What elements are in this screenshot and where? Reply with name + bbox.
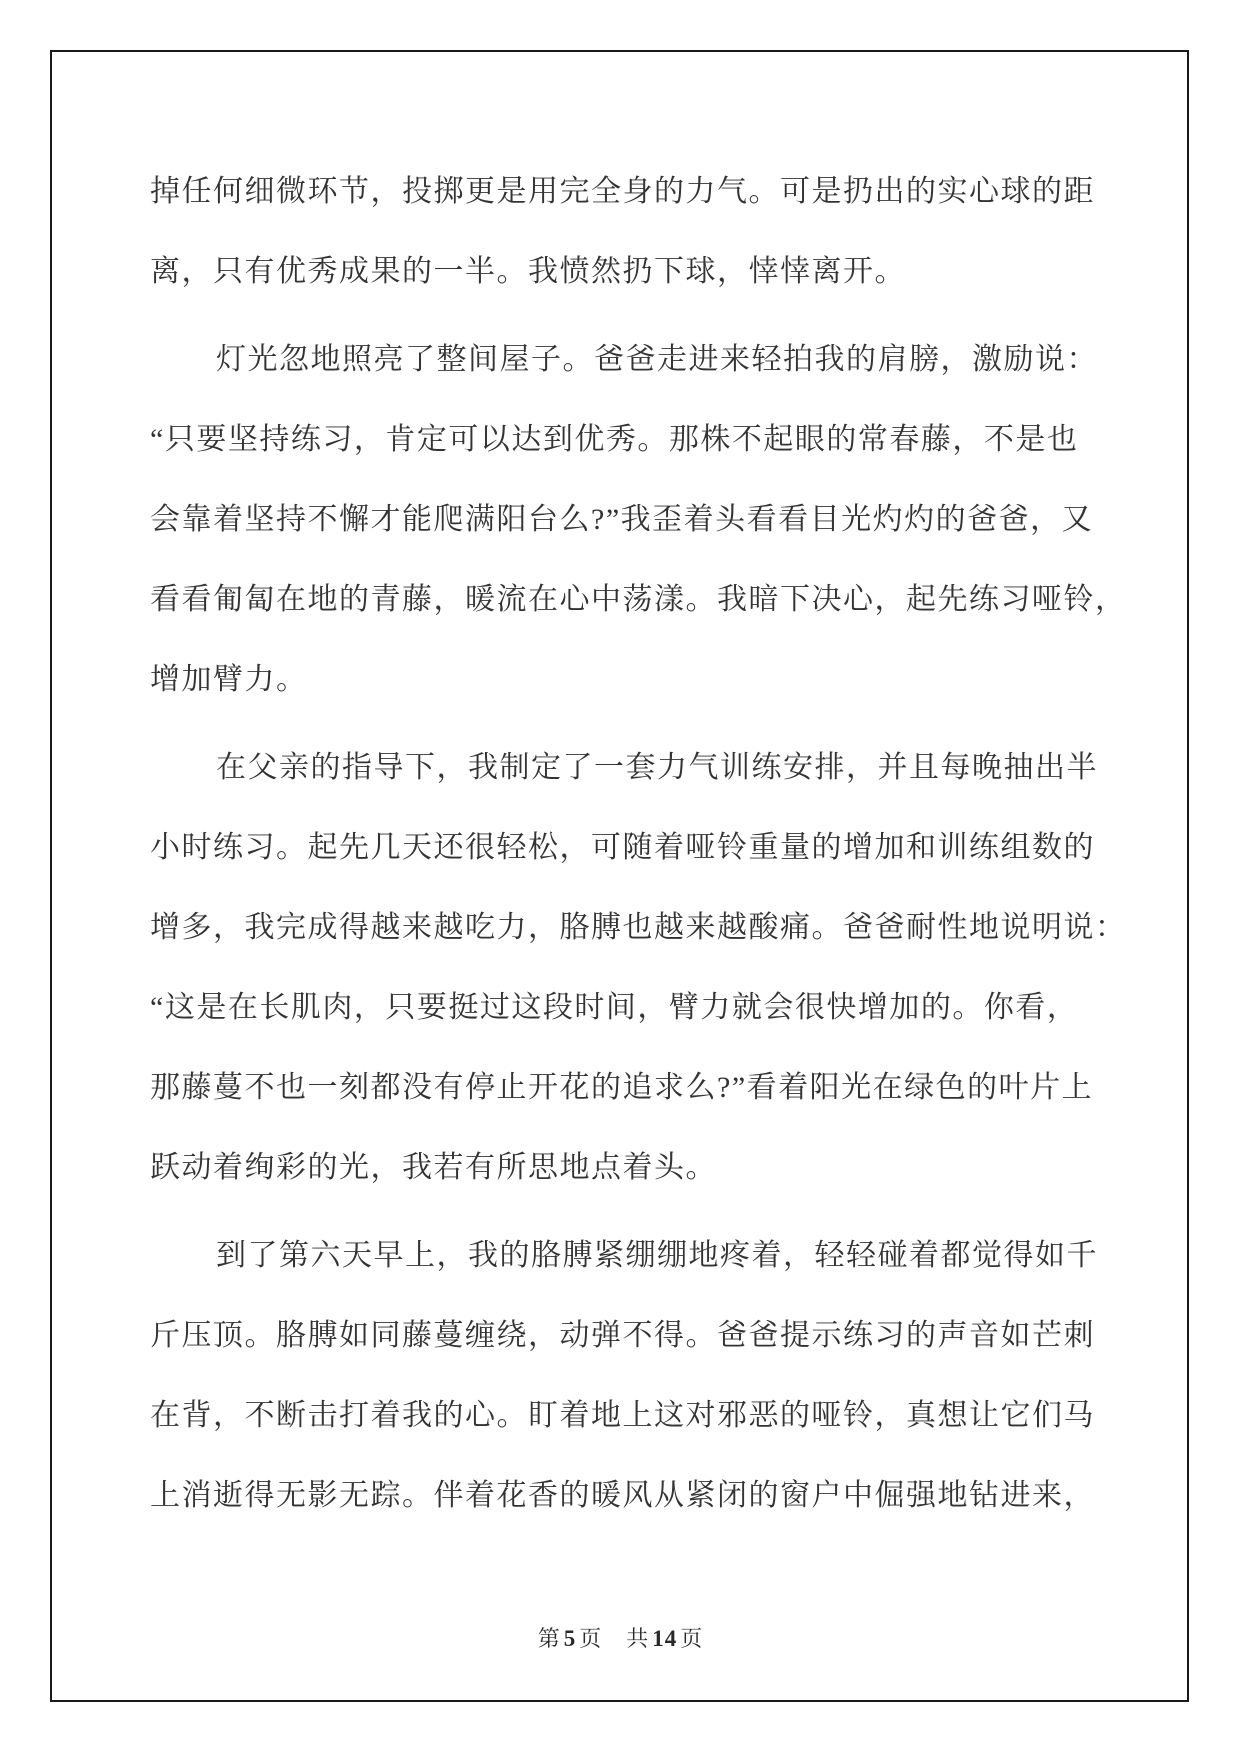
page-number-footer: [52, 1622, 1189, 1653]
text-line: 看看匍匐在地的青藤，暖流在心中荡漾。我暗下决心，起先练习哑铃，: [150, 583, 1127, 616]
text-line: 那藤蔓不也一刻都没有停止开花的追求么?”看着阳光在绿色的叶片上: [150, 1071, 1094, 1104]
text-line: 上消逝得无影无踪。伴着花香的暖风从紧闭的窗户中倔强地钻进来，: [150, 1479, 1095, 1512]
text-line: 增多，我完成得越来越吃力，胳膊也越来越酸痛。爸爸耐性地说明说：: [150, 911, 1127, 944]
text-line: 斤压顶。胳膊如同藤蔓缠绕，动弹不得。爸爸提示练习的声音如芒刺: [150, 1319, 1095, 1352]
text-line: “只要坚持练习，肯定可以达到优秀。那株不起眼的常春藤，不是也: [150, 423, 1079, 456]
text-line: “这是在长肌肉，只要挺过这段时间，臂力就会很快增加的。你看，: [150, 991, 1079, 1024]
total-label-prefix: 共: [626, 1626, 650, 1651]
paragraph: [150, 316, 1127, 716]
text-line: 小时练习。起先几天还很轻松，可随着哑铃重量的增加和训练组数的: [150, 831, 1095, 864]
current-page-number: 5: [563, 1626, 577, 1651]
total-label-suffix: 页: [680, 1626, 704, 1651]
text-line: 增加臂力。: [150, 663, 308, 696]
text-line: 离，只有优秀成果的一半。我愤然扔下球，悻悻离开。: [150, 255, 906, 288]
text-line: 在父亲的指导下，我制定了一套力气训练安排，并且每晚抽出半: [216, 751, 1098, 784]
paragraph: [150, 148, 1095, 308]
paragraph: [150, 724, 1127, 1204]
text-line: 会靠着坚持不懈才能爬满阳台么?”我歪着头看看目光灼灼的爸爸，又: [150, 503, 1094, 536]
text-line: 在背，不断击打着我的心。盯着地上这对邪恶的哑铃，真想让它们马: [150, 1399, 1095, 1432]
text-line: 灯光忽地照亮了整间屋子。爸爸走进来轻拍我的肩膀，激励说：: [216, 343, 1098, 376]
text-line: 掉任何细微环节，投掷更是用完全身的力气。可是扔出的实心球的距: [150, 175, 1095, 208]
text-line: 跃动着绚彩的光，我若有所思地点着头。: [150, 1151, 717, 1184]
text-line: 到了第六天早上，我的胳膊紧绷绷地疼着，轻轻碰着都觉得如千: [216, 1239, 1098, 1272]
total-page-count: 14: [652, 1626, 678, 1651]
page-label-suffix: 页: [579, 1626, 603, 1651]
essay-body: [150, 148, 1127, 1532]
page-label-prefix: 第: [537, 1626, 561, 1651]
paragraph: [150, 1212, 1098, 1532]
